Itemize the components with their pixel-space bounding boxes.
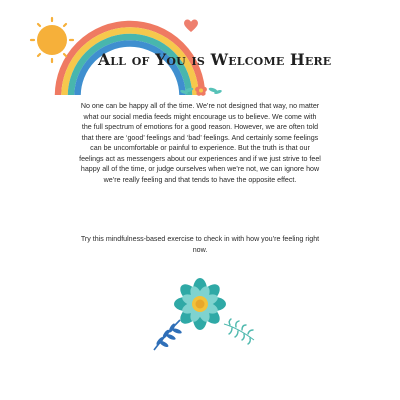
exercise-prompt: Try this mindfulness-based exercise to check in with how you’re feeling right now. [80,235,320,254]
page-title: All of You is Welcome Here [98,50,332,69]
sun-icon [31,18,73,62]
body-paragraph: No one can be happy all of the time. We’re not designed that way, no matter what our social media feeds might encourage us to believe. We come with the full spectrum of emotions for a good reason. However, we are often told that there are ‘good’ feelings and ‘bad’ feelings. And certainly some feelings can be uncomfortable or painful to experience. But the truth is that our feelings act as messengers about our experiences and if we just strive to feel happy all of the time, or judge ourselves when we’re not, we can ignore how we’re really feeling and that tends to have the opposite effect. [79,102,321,184]
flower-illustration [138,276,262,358]
blue-leaf-sprig [154,320,182,350]
large-flower [174,278,226,330]
teal-fern-sprig [224,319,254,344]
floral-divider-icon [176,82,226,100]
heart-icon [183,18,199,33]
